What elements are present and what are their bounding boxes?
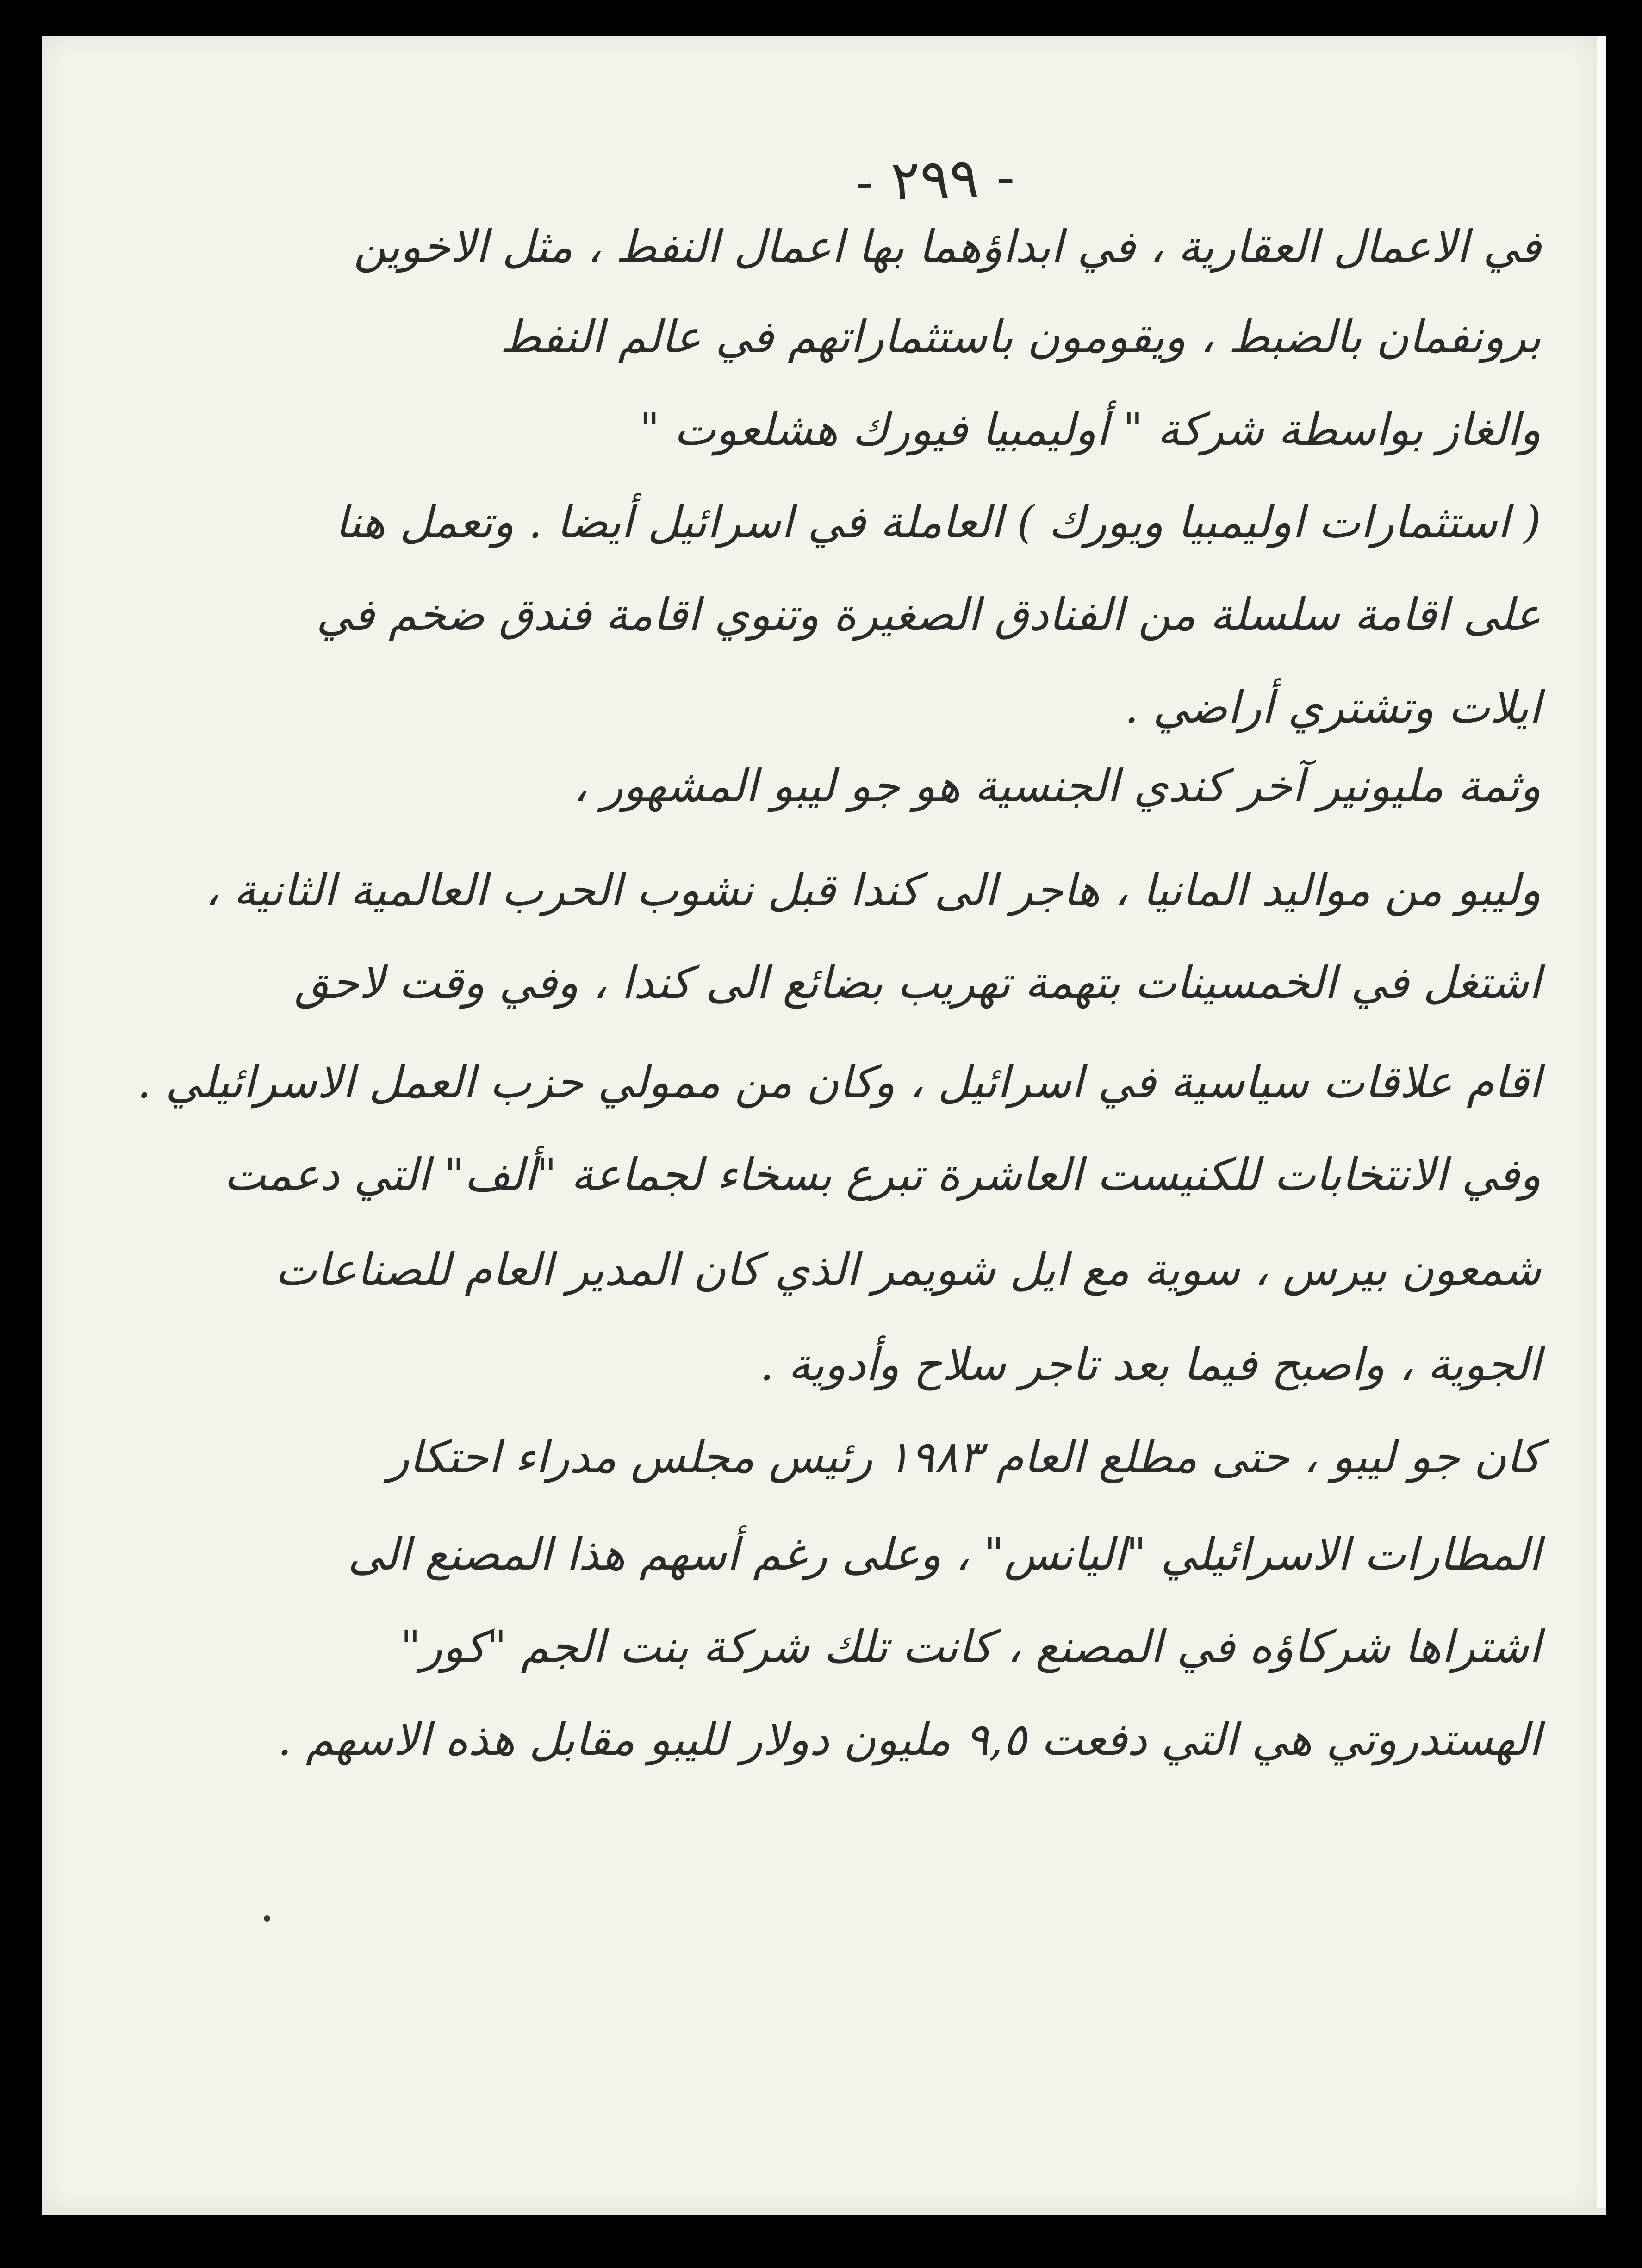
text-line: الهستدروتي هي التي دفعت ٩,٥ مليون دولار لليبو مقابل هذه الاسهم . [277,1713,1541,1765]
handwritten-text-body [42,36,1597,2212]
text-line: برونفمان بالضبط ، ويقومون باستثماراتهم في عالم النفط [500,311,1541,363]
text-line: وليبو من مواليد المانيا ، هاجر الى كندا قبل نشوب الحرب العالمية الثانية ، [205,864,1541,916]
text-line: وثمة مليونير آخر كندي الجنسية هو جو ليبو المشهور ، [573,760,1541,812]
text-line: وفي الانتخابات للكنيست العاشرة تبرع بسخاء لجماعة "ألف" التي دعمت [224,1149,1541,1201]
document-page [42,36,1597,2212]
text-line: اقام علاقات سياسية في اسرائيل ، وكان من ممولي حزب العمل الاسرائيلي . [137,1056,1541,1108]
text-line: اشتراها شركاؤه في المصنع ، كانت تلك شركة بنت الجم "كور" [400,1621,1541,1673]
text-line: كان جو ليبو ، حتى مطلع العام ١٩٨٣ رئيس مجلس مدراء احتكار [388,1431,1541,1483]
text-line: ( استثمارات اوليمبيا ويورك ) العاملة في اسرائيل أيضا . وتعمل هنا [335,496,1541,548]
text-line: الجوية ، واصبح فيما بعد تاجر سلاح وأدوية . [759,1339,1541,1390]
paper-edge [1597,36,1606,2212]
text-line: ايلات وتشتري أراضي . [1124,681,1541,733]
ink-dot [264,1915,270,1922]
text-line: على اقامة سلسلة من الفنادق الصغيرة وتنوي اقامة فندق ضخم في [316,589,1541,641]
page-number: - ٢٩٩ - [854,144,1016,214]
text-line: المطارات الاسرائيلي "اليانس" ، وعلى رغم أسهم هذا المصنع الى [348,1528,1541,1580]
paper-edge [42,2208,1606,2215]
text-line: شمعون بيرس ، سوية مع ايل شويمر الذي كان المدير العام للصناعات [275,1244,1541,1296]
text-line: اشتغل في الخمسينات بتهمة تهريب بضائع الى كندا ، وفي وقت لاحق [294,957,1541,1009]
text-line: في الاعمال العقارية ، في ابداؤهما بها اعمال النفط ، مثل الاخوين [354,221,1541,273]
text-line: والغاز بواسطة شركة " أوليمبيا فيورك هشلعوت " [639,404,1541,455]
